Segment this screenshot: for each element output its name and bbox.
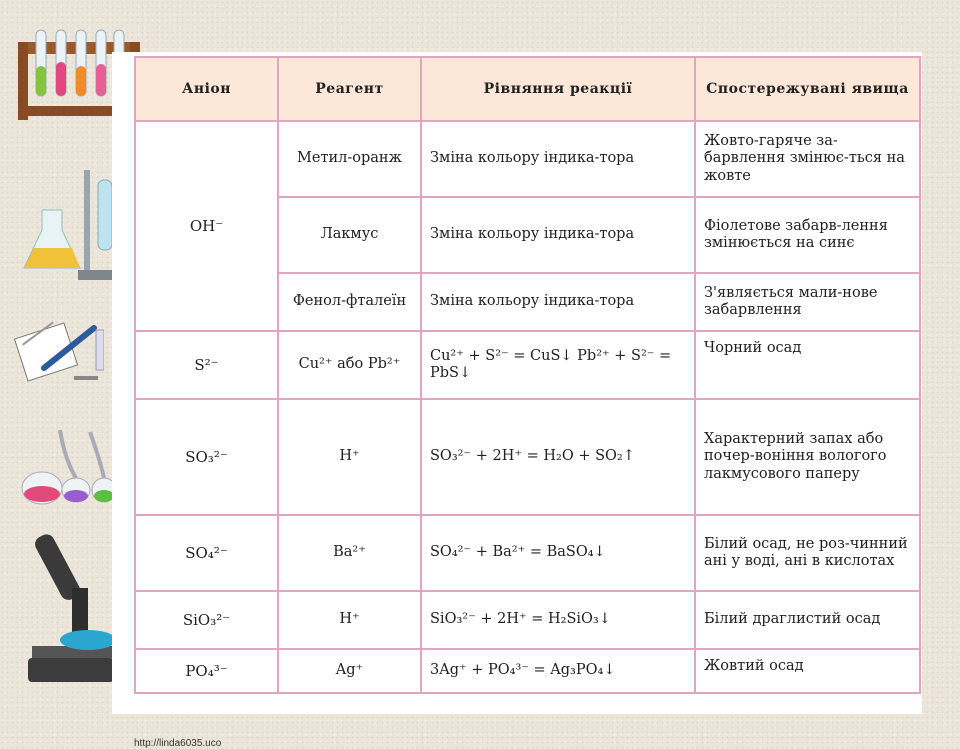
anion-reactions-table (134, 56, 921, 694)
reagent-cell: Ba²⁺ (278, 515, 421, 591)
source-url: http://linda6035.uco (134, 738, 222, 749)
content-panel (112, 52, 922, 749)
observation-cell: Білий осад, не роз-чинний ані у воді, ані в кислотах (695, 515, 920, 591)
observation-cell: Фіолетове забарв-лення змінюється на синє (695, 197, 920, 273)
flask-stand-icon (22, 160, 114, 285)
table-row (135, 331, 920, 399)
table-row (135, 591, 920, 649)
header-observation: Спостережувані явища (695, 57, 920, 121)
reagent-cell: Ag⁺ (278, 649, 421, 693)
clipboard-pen-icon (14, 318, 104, 388)
table-row (135, 121, 920, 197)
header-equation: Рівняння реакції (421, 57, 695, 121)
anion-cell: PO₄³⁻ (135, 649, 278, 693)
header-anion: Аніон (135, 57, 278, 121)
equation-cell: Зміна кольору індика-тора (421, 273, 695, 331)
reagent-cell: Лакмус (278, 197, 421, 273)
equation-cell: SO₄²⁻ + Ba²⁺ = BaSO₄↓ (421, 515, 695, 591)
anion-cell: SiO₃²⁻ (135, 591, 278, 649)
observation-cell: З'являється мали-нове забарвлення (695, 273, 920, 331)
observation-cell: Білий драглистий осад (695, 591, 920, 649)
anion-cell: S²⁻ (135, 331, 278, 399)
observation-cell: Характерний запах або почер-воніння вологого лакмусового паперу (695, 399, 920, 515)
observation-cell: Жовто-гаряче за-барвлення змінює-ться на жовте (695, 121, 920, 197)
table-row (135, 515, 920, 591)
equation-cell: SO₃²⁻ + 2H⁺ = H₂O + SO₂↑ (421, 399, 695, 515)
reagent-cell: Метил-оранж (278, 121, 421, 197)
anion-cell: OH⁻ (135, 121, 278, 331)
equation-cell: Зміна кольору індика-тора (421, 121, 695, 197)
equation-cell: Cu²⁺ + S²⁻ = CuS↓ Pb²⁺ + S²⁻ = PbS↓ (421, 331, 695, 399)
table-row (135, 399, 920, 515)
reagent-cell: H⁺ (278, 591, 421, 649)
observation-cell: Жовтий осад (695, 649, 920, 693)
equation-cell: Зміна кольору індика-тора (421, 197, 695, 273)
reagent-cell: Фенол-фталеїн (278, 273, 421, 331)
microscope-icon (28, 528, 114, 688)
glassware-icon (20, 420, 115, 510)
equation-cell: SiO₃²⁻ + 2H⁺ = H₂SiO₃↓ (421, 591, 695, 649)
equation-cell: 3Ag⁺ + PO₄³⁻ = Ag₃PO₄↓ (421, 649, 695, 693)
observation-cell: Чорний осад (695, 331, 920, 399)
reagent-cell: H⁺ (278, 399, 421, 515)
reagent-cell: Cu²⁺ або Pb²⁺ (278, 331, 421, 399)
table-row (135, 649, 920, 693)
anion-cell: SO₄²⁻ (135, 515, 278, 591)
table-header-row (135, 57, 920, 121)
header-reagent: Реагент (278, 57, 421, 121)
anion-cell: SO₃²⁻ (135, 399, 278, 515)
